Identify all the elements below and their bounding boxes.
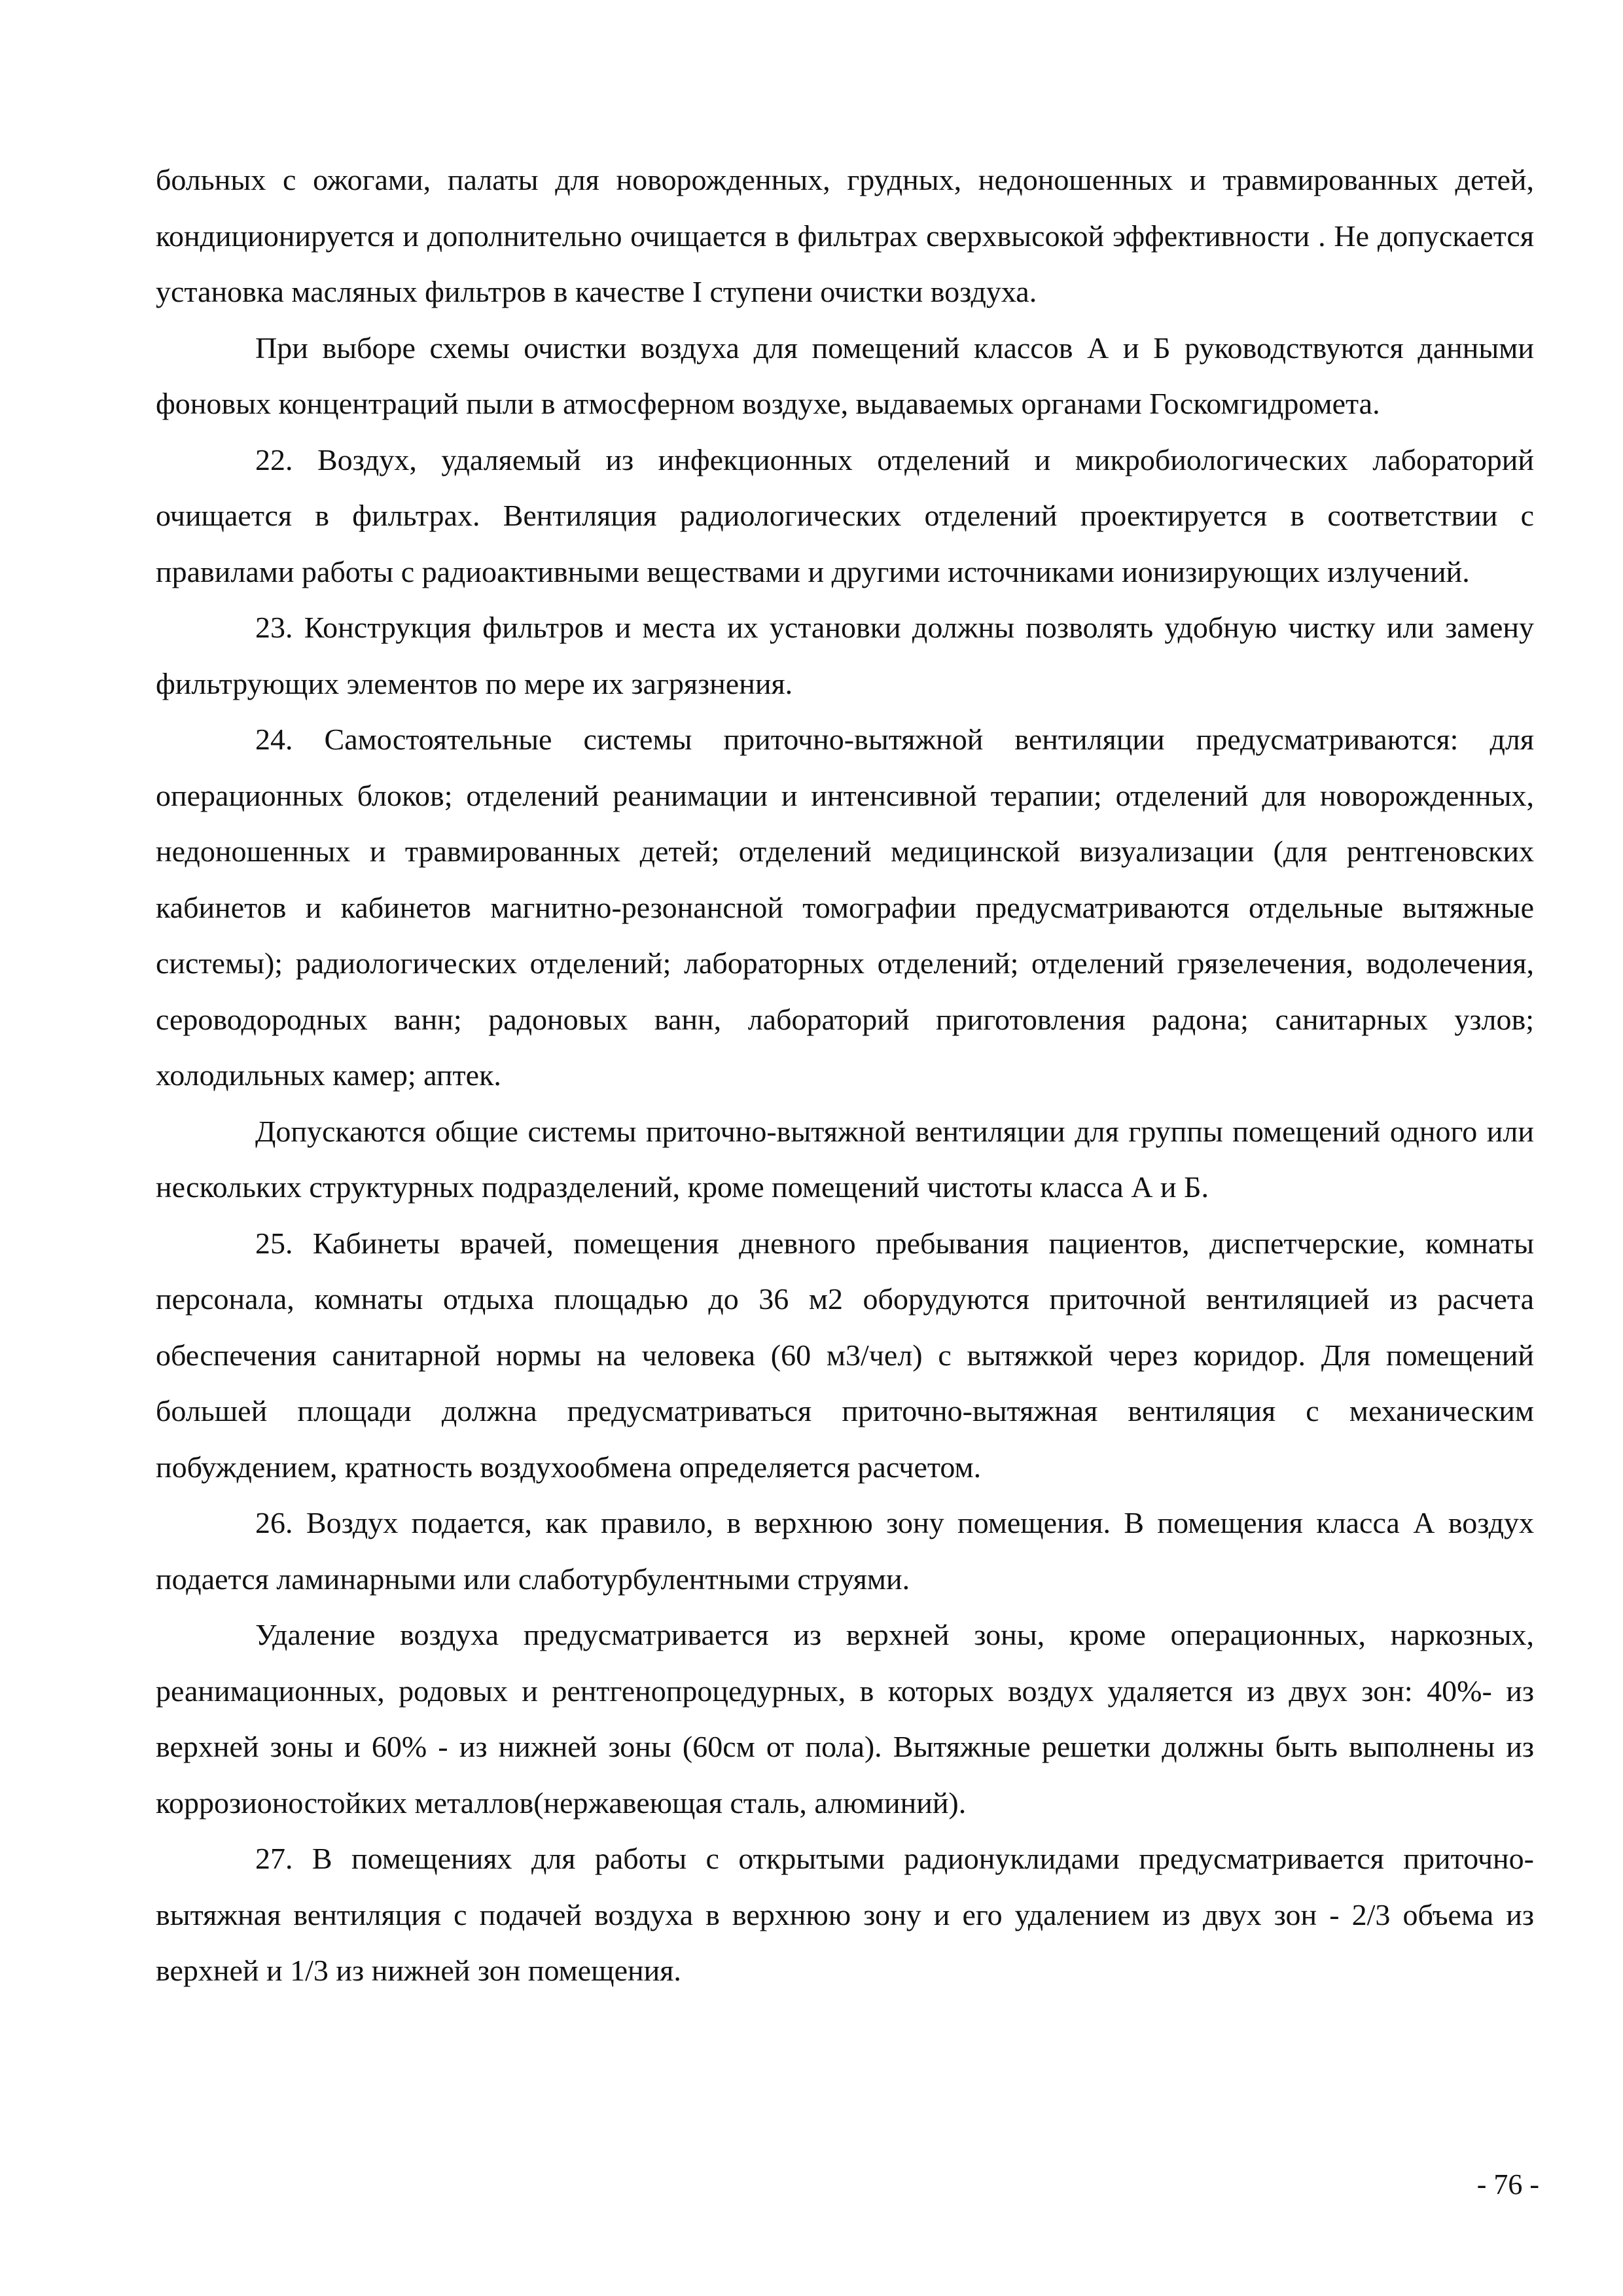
paragraph-6: Допускаются общие системы приточно-вытяжной вентиляции для группы помещений одного или нескольких структурных подразделений, кроме помещений чистоты класса А и Б.: [156, 1114, 1534, 1204]
paragraph-9: Удаление воздуха предусматривается из верхней зоны, кроме операционных, наркозных, реанимационных, родовых и рентгенопроцедурных, в которых воздух удаляется из двух зон: 40%- из верхней зоны и 60% - из нижней зоны (60см от пола). Вытяжные решетки должны быть выполнены из коррозионостойких металлов(нержавеющая сталь, алюминий).: [156, 1618, 1534, 1820]
paragraph-4: 23. Конструкция фильтров и места их установки должны позволять удобную чистку или замену фильтрующих элементов по мере их загрязнения.: [156, 611, 1534, 700]
paragraph-7: 25. Кабинеты врачей, помещения дневного пребывания пациентов, диспетчерские, комнаты персонала, комнаты отдыха площадью до 36 м2 оборудуются приточной вентиляцией из расчета обеспечения санитарной нормы на человека (60 м3/чел) с вытяжкой через коридор. Для помещений большей площади должна предусматриваться приточно-вытяжная вентиляция с механическим побуждением, кратность воздухообмена определяется расчетом.: [156, 1226, 1534, 1484]
paragraph-3: 22. Воздух, удаляемый из инфекционных отделений и микробиологических лабораторий очищается в фильтрах. Вентиляция радиологических отделений проектируется в соответствии с правилами работы с радиоактивными веществами и другими источниками ионизирующих излучений.: [156, 442, 1534, 588]
paragraph-10: 27. В помещениях для работы с открытыми радионуклидами предусматривается приточно-вытяжная вентиляция с подачей воздуха в верхнюю зону и его удалением из двух зон - 2/3 объема из верхней и 1/3 из нижней зон помещения.: [156, 1842, 1534, 1987]
paragraph-2: При выборе схемы очистки воздуха для помещений классов А и Б руководствуются данными фоновых концентраций пыли в атмосферном воздухе, выдаваемых органами Госкомгидромета.: [156, 331, 1534, 420]
page-number: - 76 -: [1476, 2168, 1539, 2200]
paragraph-1: больных с ожогами, палаты для новорожденных, грудных, недоношенных и травмированных детей, кондиционируется и дополнительно очищается в фильтрах сверхвысокой эффективности . Не допускается установка масляных фильтров в качестве I ступени очистки воздуха.: [156, 163, 1534, 308]
document-page: [156, 152, 1534, 1999]
paragraph-5: 24. Самостоятельные системы приточно-вытяжной вентиляции предусматриваются: для операционных блоков; отделений реанимации и интенсивной терапии; отделений для новорожденных, недоношенных и травмированных детей; отделений медицинской визуализации (для рентгеновских кабинетов и кабинетов магнитно-резонансной томографии предусматриваются отдельные вытяжные системы); радиологических отделений; лабораторных отделений; отделений грязелечения, водолечения, сероводородных ванн; радоновых ванн, лабораторий приготовления радона; санитарных узлов; холодильных камер; аптек.: [156, 723, 1534, 1092]
paragraph-8: 26. Воздух подается, как правило, в верхнюю зону помещения. В помещения класса А воздух подается ламинарными или слаботурбулентными струями.: [156, 1506, 1534, 1596]
